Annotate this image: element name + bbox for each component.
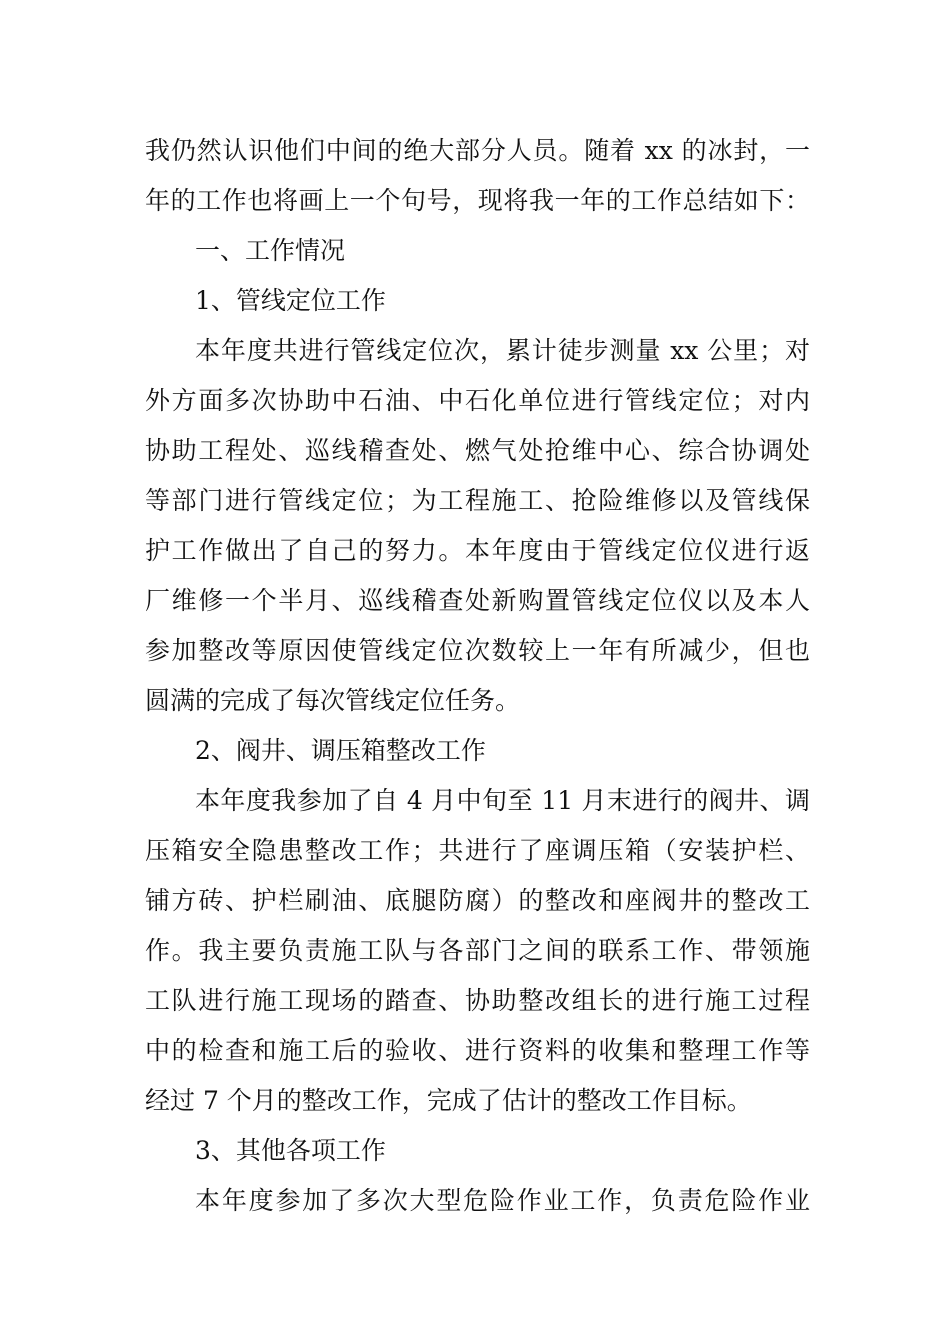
- text-line-22: 本年度参加了多次大型危险作业工作，负责危险作业: [195, 1186, 810, 1215]
- text-line-19: 中的检查和施工后的验收、进行资料的收集和整理工作等: [145, 1036, 810, 1065]
- text-line-12: 圆满的完成了每次管线定位任务。: [145, 686, 521, 715]
- text-line-1: 我仍然认识他们中间的绝大部分人员。随着 xx 的冰封，一: [145, 136, 810, 165]
- document-page: [145, 126, 810, 1226]
- subheading-valve-well-rectification: 2、阀井、调压箱整改工作: [195, 736, 486, 765]
- text-line-6: 外方面多次协助中石油、中石化单位进行管线定位；对内: [145, 386, 810, 415]
- text-line-5: 本年度共进行管线定位次，累计徒步测量 xx 公里；对: [195, 336, 810, 365]
- text-line-8: 等部门进行管线定位；为工程施工、抢险维修以及管线保: [145, 486, 810, 515]
- text-line-15: 压箱安全隐患整改工作；共进行了座调压箱（安装护栏、: [145, 836, 810, 865]
- text-line-9: 护工作做出了自己的努力。本年度由于管线定位仪进行返: [145, 536, 810, 565]
- text-line-7: 协助工程处、巡线稽查处、燃气处抢维中心、综合协调处: [145, 436, 810, 465]
- section-heading-work-situation: 一、工作情况: [195, 236, 346, 265]
- text-line-17: 作。我主要负责施工队与各部门之间的联系工作、带领施: [145, 936, 810, 965]
- subheading-pipeline-positioning: 1、管线定位工作: [195, 286, 386, 315]
- text-line-18: 工队进行施工现场的踏查、协助整改组长的进行施工过程: [145, 986, 810, 1015]
- text-line-2: 年的工作也将画上一个句号，现将我一年的工作总结如下：: [145, 186, 810, 215]
- subheading-other-work: 3、其他各项工作: [195, 1136, 386, 1165]
- text-line-11: 参加整改等原因使管线定位次数较上一年有所减少，但也: [145, 636, 810, 665]
- text-line-20: 经过 7 个月的整改工作，完成了估计的整改工作目标。: [145, 1086, 752, 1115]
- text-line-14: 本年度我参加了自 4 月中旬至 11 月末进行的阀井、调: [195, 786, 810, 815]
- text-line-16: 铺方砖、护栏刷油、底腿防腐）的整改和座阀井的整改工: [145, 886, 810, 915]
- text-line-10: 厂维修一个半月、巡线稽查处新购置管线定位仪以及本人: [145, 586, 810, 615]
